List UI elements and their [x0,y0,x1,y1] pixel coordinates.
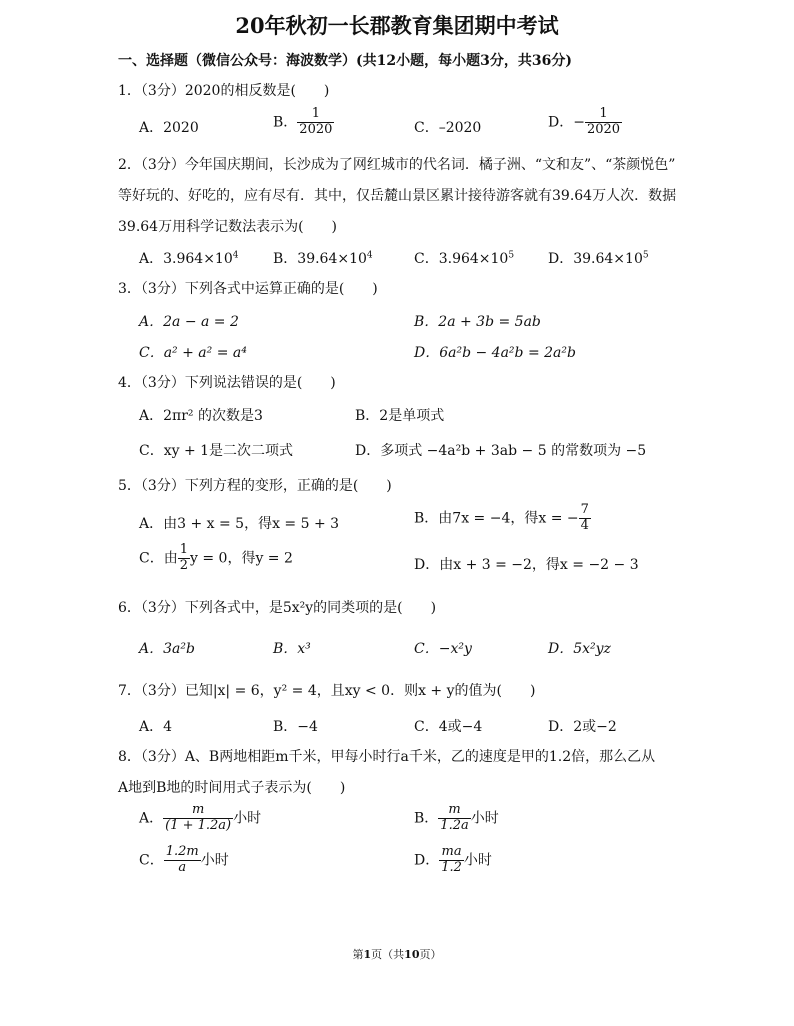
question-2-option-a: A．$3.964\times 10^4$ [139,250,239,267]
question-4-stem: 4．（3分）下列说法错误的是( ) [118,375,336,391]
question-2-option-c: C．$3.964\times 10^5$ [414,250,515,267]
question-6-stem: 6．（3分）下列各式中，是5x²y的同类项的是( ) [118,600,437,616]
question-7-option-c: C．4或−4 [414,719,483,735]
page-footer: 第1页（共10页） [352,948,442,961]
question-5-stem: 5．（3分）下列方程的变形，正确的是( ) [118,478,392,494]
question-8-option-d: D． $\frac{ma}{1.2}$ 小时 [414,844,492,875]
question-1-option-c: C．–2020 [414,120,482,136]
question-6-option-d: D．5x²yz [548,641,611,657]
question-2-line-2: 等好玩的、好吃的，应有尽有．其中，仅岳麓山景区累计接待游客就有39.64万人次．数据 [118,188,677,204]
section-heading: 一、选择题（微信公众号：海波数学）(共12小题，每小题3分，共36分) [118,53,572,69]
page-title: 20年秋初一长郡教育集团期中考试 [235,13,559,38]
question-8-line-2: A地到B地的时间用式子表示为( ) [118,780,346,796]
question-2-option-b: B．$39.64\times 10^4$ [273,250,373,267]
question-6-option-a: A．3a²b [139,641,195,657]
question-1-stem: 1．（3分）2020的相反数是( ) [118,83,330,99]
question-5-option-a: A．由3 + x = 5，得x = 5 + 3 [139,516,340,532]
question-1-option-d: D．− $\frac{1}{2020}$ [548,106,621,137]
question-4-option-d: D．多项式 −4a²b + 3ab − 5 的常数项为 −5 [355,443,647,459]
question-8-option-a: A． $\frac{m}{(1 + 1.2a)}$ 小时 [139,802,262,833]
question-7-option-d: D．2或−2 [548,719,617,735]
question-4-option-a: A．2πr² 的次数是3 [139,408,263,424]
question-6-option-c: C．−x²y [414,641,472,657]
question-2-line-3: 39.64万用科学记数法表示为( ) [118,219,338,235]
question-8-option-b: B． $\frac{m}{1.2a}$ 小时 [414,802,499,833]
question-2-line-1: 2．（3分）今年国庆期间，长沙成为了网红城市的代名词．橘子洲、“文和友”、“茶颜悦色” [118,157,676,173]
question-5-option-b: B．由7x = −4，得x = − $\frac{7}{4}$ [414,502,589,533]
question-3-option-c: C．a² + a² = a⁴ [139,345,247,361]
question-7-option-a: A．4 [139,719,173,735]
question-3-option-d: D．6a²b − 4a²b = 2a²b [414,345,576,361]
question-4-option-b: B．2是单项式 [355,408,445,424]
question-5-option-c: C．由 $\frac{1}{2}$ y = 0，得y = 2 [139,542,293,573]
question-3-option-a: A．2a − a = 2 [139,314,239,330]
question-3-option-b: B．2a + 3b = 5ab [414,314,541,330]
question-7-option-b: B．−4 [273,719,318,735]
question-2-option-d: D．$39.64\times 10^5$ [548,250,649,267]
question-3-stem: 3．（3分）下列各式中运算正确的是( ) [118,281,378,297]
question-4-option-c: C．xy + 1是二次二项式 [139,443,294,459]
question-1-option-b: B． $\frac{1}{2020}$ [273,106,333,137]
question-5-option-d: D．由x + 3 = −2，得x = −2 − 3 [414,557,639,573]
question-6-option-b: B．x³ [273,641,311,657]
question-8-line-1: 8．（3分）A、B两地相距m千米，甲每小时行a千米，乙的速度是甲的1.2倍，那么乙从 [118,749,656,765]
question-1-option-a: A．2020 [139,120,199,136]
question-7-stem: 7．（3分）已知|x| = 6，y² = 4，且xy < 0．则x + y的值为( ) [118,683,536,699]
question-8-option-c: C． $\frac{1.2m}{a}$ 小时 [139,844,229,875]
